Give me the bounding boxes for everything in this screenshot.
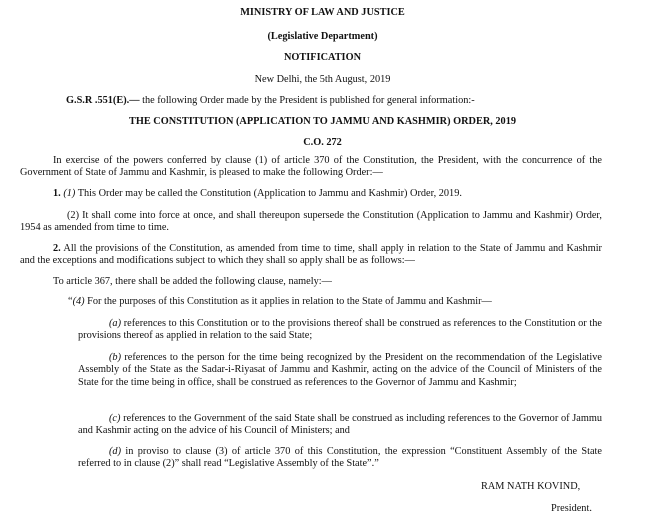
gsr-line <box>66 95 475 107</box>
clause-4-item-a <box>78 318 602 343</box>
signature-name: RAM NATH KOVIND, <box>481 481 581 492</box>
item-d-label: (d) <box>109 446 122 457</box>
ministry-heading: MINISTRY OF LAW AND JUSTICE <box>240 7 405 18</box>
gsr-number: G.S.R .551(E).— <box>66 95 140 106</box>
clause-4-item-d <box>78 446 602 471</box>
clause-1-sub-1-text: This Order may be called the Constitution (Application to Jammu and Kashmir) Order, 2019. <box>75 188 462 199</box>
clause-4-item-b <box>78 352 602 389</box>
clause-2-number: 2. <box>53 243 61 254</box>
place-date: New Delhi, the 5th August, 2019 <box>254 74 391 85</box>
clause-1-number: 1. <box>53 188 61 199</box>
clause-2-paragraph <box>20 243 602 268</box>
item-a-label: (a) <box>109 318 122 329</box>
article-367-intro: To article 367, there shall be added the following clause, namely:— <box>53 276 332 287</box>
item-b-text: references to the person for the time being recognized by the President on the recommendation of the Legislative Assembly of the State as the Sadar-i-Riyasat of Jammu and Kashmir, acting on the advice of the Council of Ministers of the State for the time being in office, shall be construed as references to the Governor of Jammu and Kashmir; <box>78 352 602 388</box>
item-c-text: references to the Government of the said State shall be construed as including references to the Governor of Jammu and Kashmir acting on the advice of his Council of Ministers; and <box>78 413 602 437</box>
clause-4-item-c <box>78 413 602 438</box>
clause-4-label: (4) <box>72 296 85 307</box>
item-d-text: in proviso to clause (3) of article 370 of this Constitution, the expression “Constituent Assembly of the State referred to in clause (2)” shall read “Legislative Assembly of the State”.” <box>78 446 602 470</box>
gsr-text: the following Order made by the President is published for general information:- <box>139 95 475 106</box>
co-number: C.O. 272 <box>303 137 342 148</box>
order-title: THE CONSTITUTION (APPLICATION TO JAMMU AND KASHMIR) ORDER, 2019 <box>128 116 517 127</box>
clause-4-intro <box>68 296 492 308</box>
item-a-text: references to this Constitution or to the provisions thereof shall be construed as references to the Constitution or the provisions thereof as applied in relation to the said State; <box>78 318 602 342</box>
signature-title: President. <box>551 503 592 514</box>
clause-1-sub-2: (2) It shall come into force at once, and shall thereupon supersede the Constitution (Application to Jammu and Kashmir) Order, 1954 as amended from time to time. <box>20 210 602 234</box>
open-quote: “ <box>68 296 73 307</box>
clause-1-sub-1-label: (1) <box>63 188 76 199</box>
item-b-label: (b) <box>109 352 122 363</box>
preamble-paragraph: In exercise of the powers conferred by clause (1) of article 370 of the Constitution, the President, with the concurrence of the Government of State of Jammu and Kashmir, is pleased to make the following Order:— <box>20 155 602 179</box>
item-c-label: (c) <box>109 413 121 424</box>
clause-2-text: All the provisions of the Constitution, as amended from time to time, shall apply in relation to the State of Jammu and Kashmir and the exceptions and modifications subject to which they shall so apply shall be as follows:— <box>20 243 602 267</box>
clause-1-sub-1 <box>53 188 462 200</box>
clause-4-text: For the purposes of this Constitution as it applies in relation to the State of Jammu and Kashmir— <box>84 296 492 307</box>
notification-heading: NOTIFICATION <box>283 52 362 63</box>
department-heading: (Legislative Department) <box>267 31 378 42</box>
